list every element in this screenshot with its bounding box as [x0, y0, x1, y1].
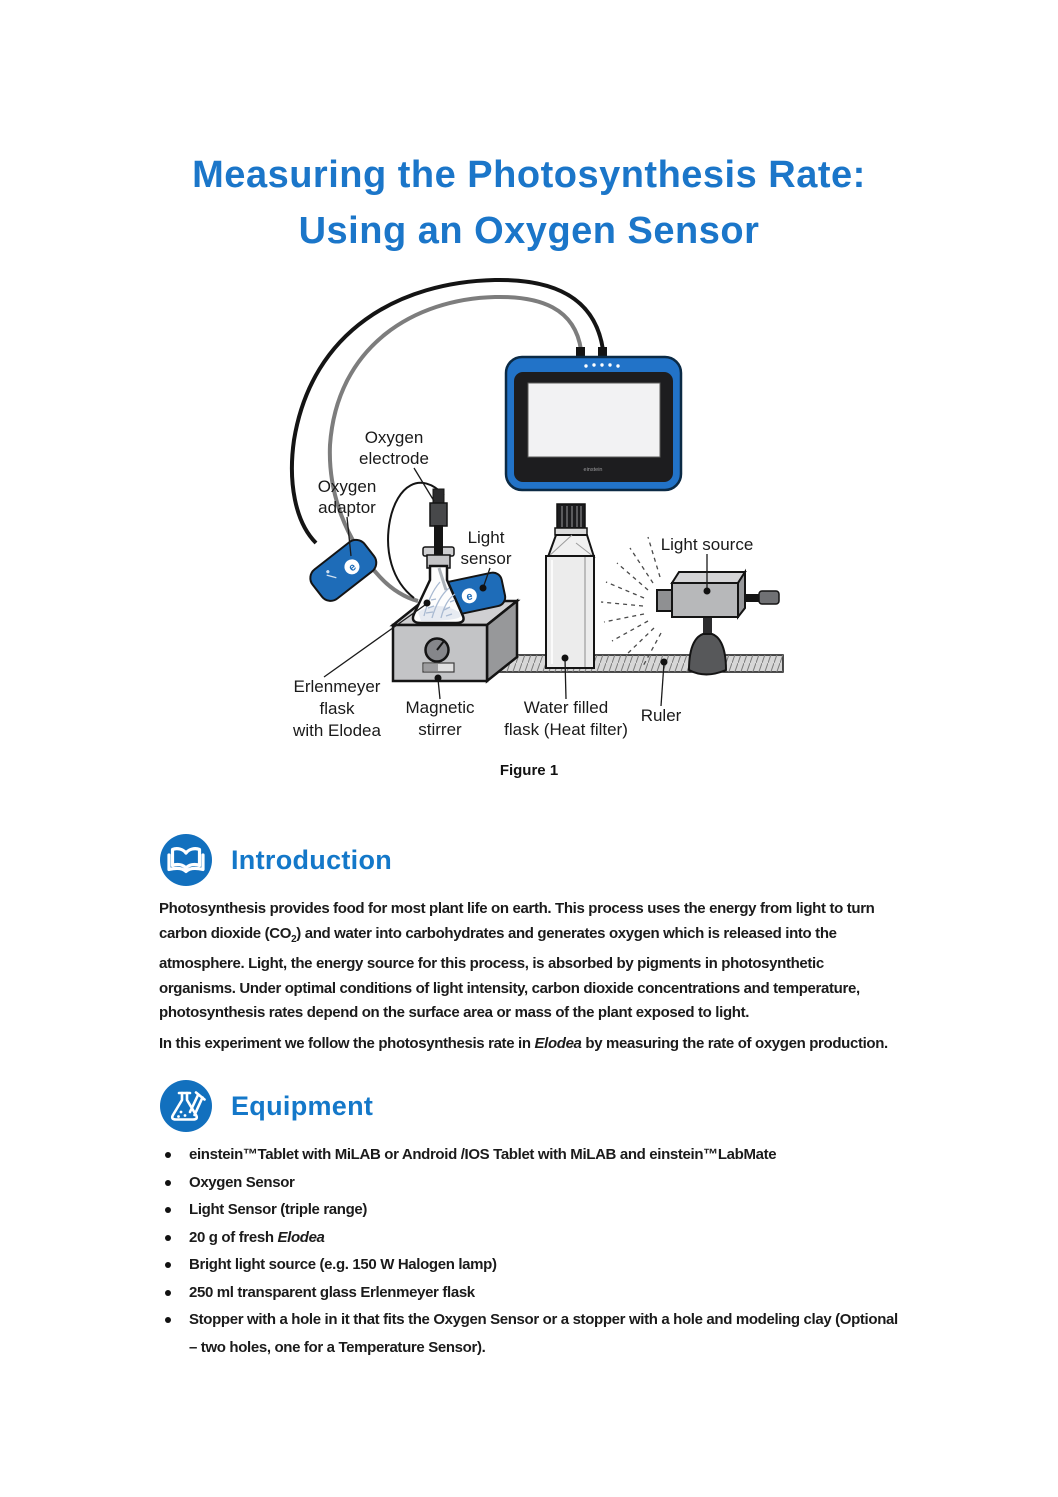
light-sensor-logo: e — [465, 590, 474, 604]
introduction-book-icon — [159, 833, 213, 887]
introduction-paragraph-1: Photosynthesis provides food for most plant life on earth. This process uses the energy from light to turn carbon dioxide $(CO_2)$ and water into carbohydrates and generates oxygen which is released into the atmosphere. Light, the energy source for this process, is absorbed by pigments in photosynthetic organisms. Under optimal conditions of light intensity, carbon dioxide concentrations and temperature, photosynthesis rates depend on the surface area or mass of the plant exposed to light. — [159, 900, 875, 1021]
equipment-item-tablet: einstein™Tablet with MiLAB or Android /IOS Tablet with MiLAB and einstein™LabMate — [159, 1141, 904, 1169]
label-light-source: Light source — [660, 535, 754, 554]
apparatus-diagram — [278, 276, 790, 746]
svg-text:electrode: electrode — [359, 449, 429, 468]
label-ruler: Ruler — [640, 706, 682, 725]
page-title-line2: Using an Oxygen Sensor — [298, 210, 760, 252]
svg-text:sensor: sensor — [460, 549, 512, 568]
svg-text:adaptor: adaptor — [318, 498, 376, 517]
label-magnetic-stirrer: Magnetic — [405, 698, 475, 717]
lamp-handle — [759, 591, 779, 604]
svg-text:flask: flask — [319, 699, 355, 718]
svg-text:with Elodea: with Elodea — [293, 721, 381, 740]
ruler — [494, 655, 783, 672]
introduction-paragraph-2: In this experiment we follow the photosynthesis rate in Elodea by measuring the rate of oxygen production. — [159, 1035, 888, 1052]
equipment-list — [159, 1141, 904, 1361]
elodea-italic: Elodea — [534, 1035, 582, 1052]
equipment-item-stopper: Stopper with a hole in it that fits the Oxygen Sensor or a stopper with a hole and modeling clay (Optional – two holes, one for a Temperature Sensor). — [159, 1306, 904, 1361]
light-rays — [601, 537, 661, 668]
equipment-flask-icon — [159, 1079, 213, 1133]
introduction-heading: Introduction — [231, 844, 393, 875]
einstein-tablet — [506, 347, 681, 490]
oxygen-adaptor-logo: e — [346, 560, 359, 575]
co2-subscript: 2 — [291, 933, 297, 945]
lamp-housing — [672, 583, 738, 617]
water-filled-flask — [546, 504, 594, 668]
tablet-brand-text: einstein — [583, 467, 603, 473]
equipment-item-light-sensor: Light Sensor (triple range) — [159, 1196, 904, 1224]
svg-text:stirrer: stirrer — [418, 720, 462, 739]
label-oxygen-electrode: Oxygen — [364, 428, 424, 447]
equipment-item-oxygen-sensor: Oxygen Sensor — [159, 1169, 904, 1197]
label-erlenmeyer-flask: Erlenmeyer — [293, 677, 381, 696]
equipment-item-light-source: Bright light source (e.g. 150 W Halogen lamp) — [159, 1251, 904, 1279]
equipment-heading: Equipment — [231, 1090, 374, 1121]
oxygen-adaptor-device — [306, 535, 381, 605]
lamp-base — [689, 634, 726, 675]
lamp-lens — [657, 590, 672, 611]
tablet-screen — [528, 383, 660, 457]
label-oxygen-adaptor: Oxygen — [317, 477, 377, 496]
equipment-item-erlenmeyer-flask: 250 ml transparent glass Erlenmeyer flask — [159, 1279, 904, 1307]
page-title — [0, 147, 1058, 259]
label-water-flask: Water filled — [523, 698, 609, 717]
page-title-line1: Measuring the Photosynthesis Rate: — [192, 154, 866, 196]
equipment-item-elodea: 20 g of fresh Elodea — [159, 1224, 904, 1252]
label-light-sensor: Light — [467, 528, 505, 547]
figure-caption: Figure 1 — [499, 762, 559, 779]
apparatus-figure — [278, 276, 790, 746]
svg-text:flask (Heat filter): flask (Heat filter) — [504, 720, 628, 739]
